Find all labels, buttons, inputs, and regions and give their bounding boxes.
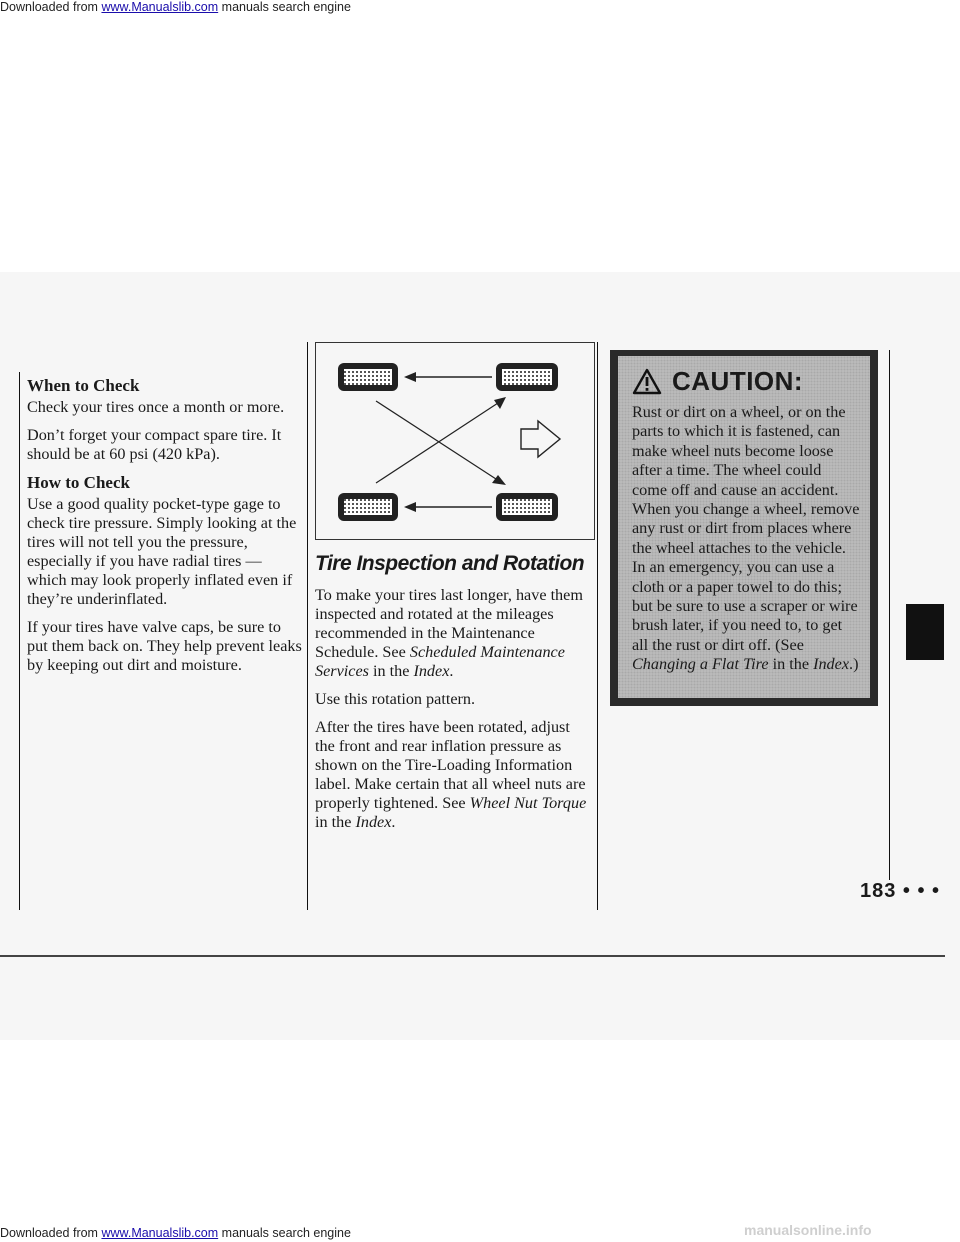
paragraph-rotation-intro — [315, 586, 593, 681]
footer-prefix: Downloaded from — [0, 1226, 98, 1240]
caution-text — [632, 403, 860, 675]
right-column-rule — [889, 350, 890, 880]
middle-column — [315, 552, 593, 841]
footer-manualslib-link[interactable]: www.Manualslib.com — [101, 1226, 219, 1240]
paragraph-use-pattern: Use this rotation pattern. — [315, 690, 476, 708]
caution-text-in-the: in the — [768, 655, 814, 674]
arrow-top-left-icon — [404, 372, 492, 382]
middle-right-rule — [597, 342, 598, 910]
paragraph-check-monthly: Check your tires once a month or more. — [27, 398, 285, 416]
download-header — [0, 0, 351, 14]
arrow-front-left-to-rear-right-icon — [376, 401, 506, 485]
left-column-rule — [19, 372, 20, 910]
caution-box — [610, 350, 878, 706]
rotation-intro-period: . — [449, 662, 454, 680]
header-prefix: Downloaded from — [0, 0, 98, 14]
ref-scheduled-maintenance: Scheduled Maintenance Services — [315, 643, 565, 680]
vehicle-front-direction-icon — [521, 421, 560, 457]
arrow-rear-left-to-front-right-icon — [376, 397, 506, 483]
heading-how-to-check: How to Check — [27, 473, 130, 492]
arrow-bottom-left-icon — [404, 502, 492, 512]
watermark: manualsonline.info — [744, 1222, 872, 1238]
footer-suffix: manuals search engine — [221, 1226, 351, 1240]
rotation-diagram — [316, 343, 594, 539]
page-number: 183 • • • — [860, 880, 941, 902]
download-footer — [0, 1226, 351, 1240]
ref-index-2: Index — [355, 813, 392, 831]
tire-rear-left-icon — [338, 493, 398, 521]
tire-front-right-icon — [496, 363, 558, 391]
section-tab-marker — [906, 604, 944, 660]
section-title: Tire Inspection and Rotation — [315, 552, 585, 575]
tire-front-left-icon — [338, 363, 398, 391]
ref-index-3: Index — [813, 655, 850, 674]
rotation-intro-text: To make your tires last longer, have them inspected and rotated at the mileages recommended in the Maintenance Schedule. See — [315, 586, 583, 661]
tire-rear-right-icon — [496, 493, 558, 521]
caution-text-end: .) — [849, 655, 859, 674]
paragraph-after-rotation — [315, 718, 593, 832]
rotation-intro-in-the: in the — [368, 662, 414, 680]
middle-left-rule — [307, 342, 308, 910]
after-rotation-in-the: in the — [315, 813, 356, 831]
rotation-pattern-figure — [315, 342, 595, 540]
caution-header — [632, 366, 860, 397]
paragraph-spare-tire: Don’t forget your compact spare tire. It should be at 60 psi (420 kPa). — [27, 426, 282, 463]
header-suffix: manuals search engine — [221, 0, 351, 14]
paragraph-valve-caps: If your tires have valve caps, be sure to put them back on. They help prevent leaks by keeping out dirt and moisture. — [27, 618, 302, 674]
footer-rule — [0, 955, 945, 957]
caution-title: CAUTION: — [672, 366, 804, 396]
after-rotation-period: . — [391, 813, 396, 831]
paragraph-gage: Use a good quality pocket-type gage to check tire pressure. Simply looking at the tires will not tell you the pressure, especially if you have radial tires — which may look properly inflated even if they’re underinflated. — [27, 495, 297, 608]
caution-text-main: Rust or dirt on a wheel, or on the parts to which it is fastened, can make wheel nuts become loose after a time. The wheel could come off and cause an accident. When you change a wheel, remove any rust or dirt from places where the wheel attaches to the vehicle. In an emergency, you can use a cloth or a paper towel to do this; but be sure to use a scraper or wire brush later, if you need to, to get all the rust or dirt off. (See — [632, 403, 860, 654]
ref-wheel-nut-torque: Wheel Nut Torque — [469, 794, 587, 812]
manualslib-link[interactable]: www.Manualslib.com — [101, 0, 219, 14]
left-column — [27, 376, 302, 684]
after-rotation-text: After the tires have been rotated, adjust the front and rear inflation pressure as shown on the Tire-Loading Information label. Make certain that all wheel nuts are properly tightened. See — [315, 718, 586, 812]
caution-panel — [618, 356, 870, 698]
ref-index: Index — [413, 662, 450, 680]
warning-triangle-icon — [632, 368, 662, 395]
ref-changing-flat-tire: Changing a Flat Tire — [632, 655, 769, 674]
heading-when-to-check: When to Check — [27, 376, 140, 395]
